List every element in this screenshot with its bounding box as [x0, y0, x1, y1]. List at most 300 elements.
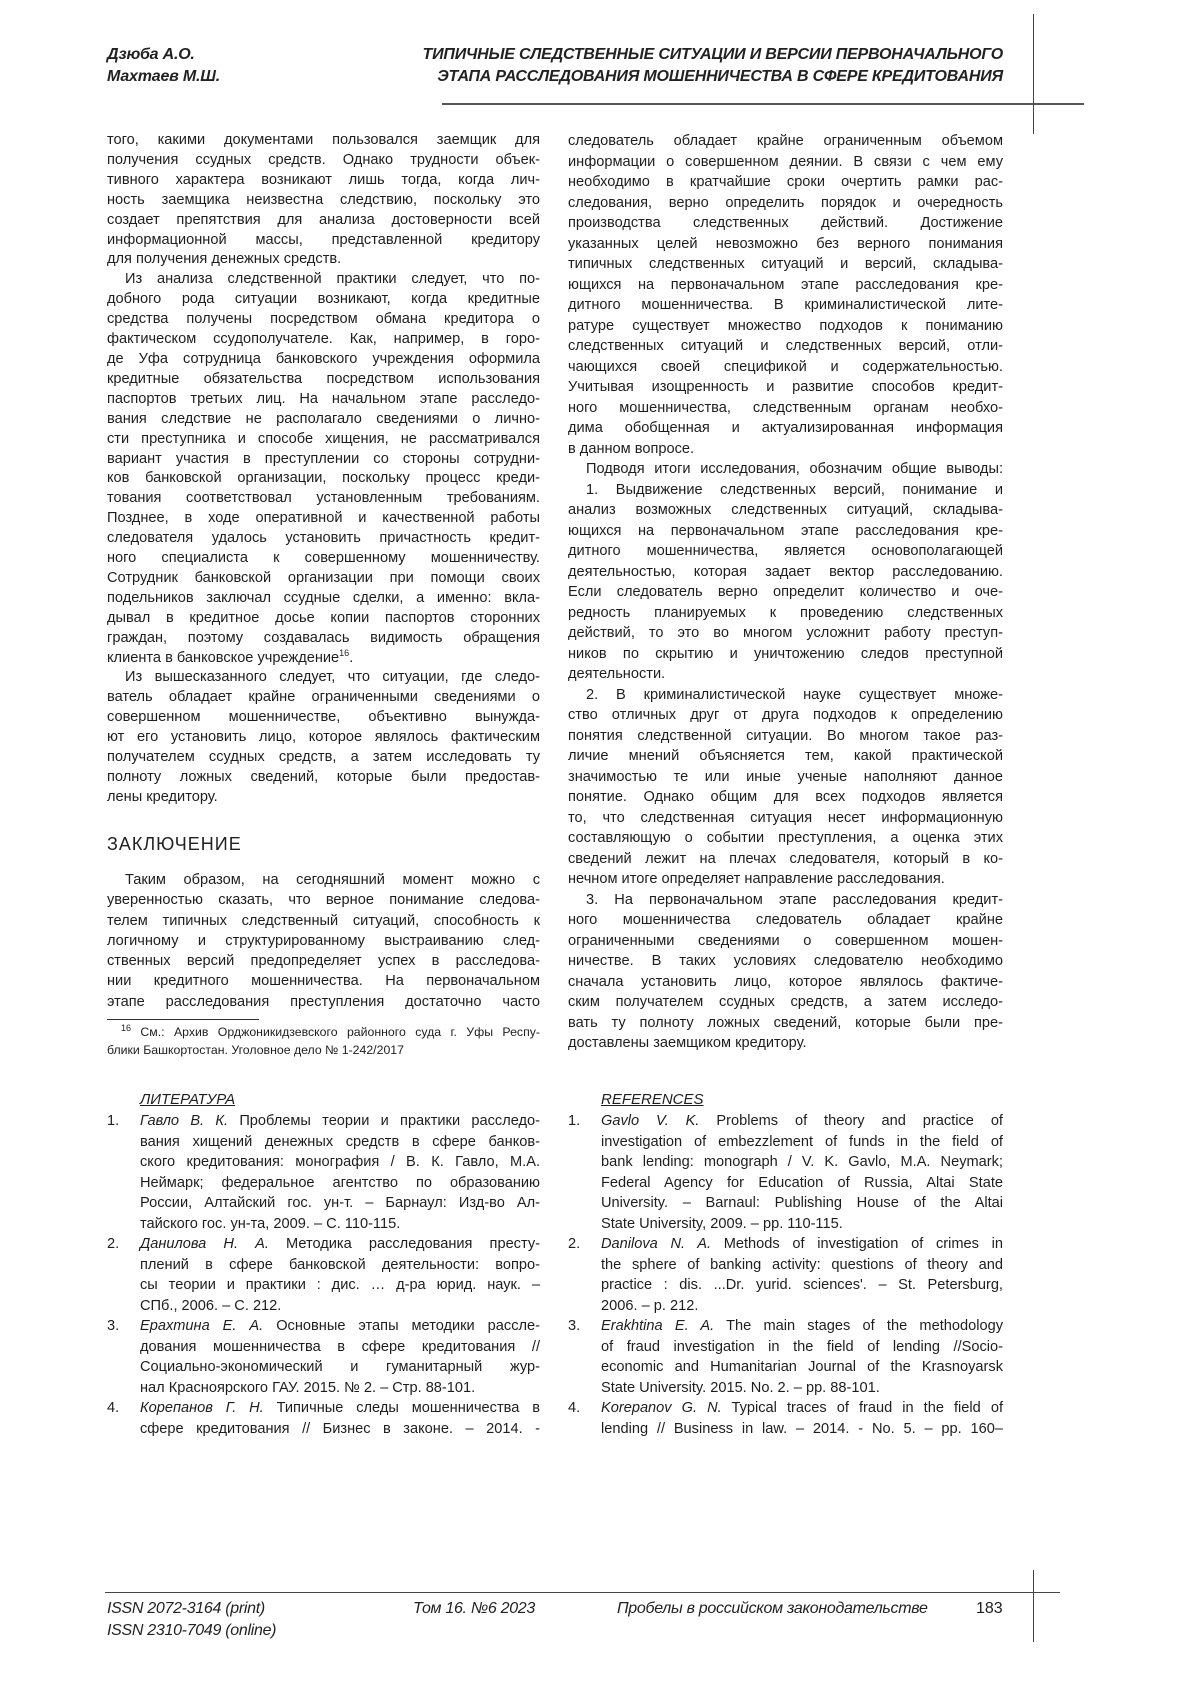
references-list [568, 1089, 1003, 1439]
text-line-content: паспортов третьих лиц. На начальном этапе расследо- [107, 391, 540, 407]
text-line [107, 509, 540, 529]
text-line [107, 489, 540, 509]
text-line-content: фактическом ссудополучателе. Как, например, в горо- [107, 331, 540, 347]
text-line [568, 521, 1003, 542]
reference-number: 4. [107, 1398, 119, 1419]
reference-text: Проблемы теории и практики расследо- [228, 1113, 540, 1129]
reference-line [140, 1234, 540, 1255]
reference-text: Federal Agency for Education of Russia, Altai State [601, 1175, 1003, 1191]
text-line-content: ников по скрытию и уничтожению следов преступной [568, 646, 1003, 662]
text-line [568, 685, 1003, 706]
text-line-content: Из вышесказанного следует, что ситуации, где следо- [125, 669, 540, 685]
section-heading-conclusion: ЗАКЛЮЧЕНИЕ [107, 834, 242, 855]
text-line [107, 870, 540, 890]
text-line [107, 131, 540, 151]
reference-text: тайского гос. ун-та, 2009. – С. 110-115. [140, 1216, 400, 1232]
reference-text: СПб., 2006. – С. 212. [140, 1298, 281, 1314]
text-line-content: ратуре существует множество подходов к пониманию [568, 318, 1003, 334]
text-line [568, 152, 1003, 173]
footer-crop-mark [1033, 1570, 1034, 1642]
text-line-content: сведений лежит на плечах следователя, который в ко- [568, 851, 1003, 867]
text-line-content: значимостью те или иные ученые наполняют данное [568, 769, 1003, 785]
text-line-content: тивного характера возникают лишь тогда, когда лич- [107, 172, 540, 188]
text-line [568, 131, 1003, 152]
text-line-content: получения ссудных средств. Однако трудности объек- [107, 152, 540, 168]
text-line-content: Если следователь верно определит количество и оче- [568, 584, 1003, 600]
text-line [107, 390, 540, 410]
text-line [568, 357, 1003, 378]
text-line [568, 439, 1003, 460]
text-line-content: ничестве. В таких условиях следователю необходимо [568, 953, 1003, 969]
text-line-content: ство отличных друг от друга подходов к определению [568, 707, 1003, 723]
text-line-content: лены кредитору. [107, 789, 218, 805]
reference-text: 2006. – p. 212. [601, 1298, 698, 1314]
text-line [107, 330, 540, 350]
text-line-content: ного специалиста к совершенному мошенничеству. [107, 550, 540, 566]
reference-number: 3. [568, 1316, 580, 1337]
reference-line [601, 1275, 1003, 1296]
text-line-content: анализ возможных следственных ситуаций, складыва- [568, 502, 1003, 518]
text-line [107, 971, 540, 991]
reference-item [107, 1111, 540, 1234]
text-line [568, 398, 1003, 419]
reference-text: плений в сфере банковской деятельности: вопро- [140, 1257, 540, 1273]
text-line-content: Из анализа следственной практики следует, что по- [125, 271, 540, 287]
text-line-content: нечном итоге определяет направление расследования. [568, 871, 945, 887]
text-line-content: того, какими документами пользовался заемщик для [107, 132, 540, 148]
reference-text: ского кредитования: монография / В. К. Гавло, М.А. [140, 1154, 540, 1170]
text-line-content: типичных следственных ситуаций и версий, складыва- [568, 256, 1003, 272]
literature-list [107, 1089, 540, 1439]
text-line [568, 459, 1003, 480]
text-line [107, 549, 540, 569]
text-line [568, 644, 1003, 665]
reference-line [601, 1214, 1003, 1235]
right-column-body [568, 131, 1003, 1054]
article-title-line: ТИПИЧНЫЕ СЛЕДСТВЕННЫЕ СИТУАЦИИ И ВЕРСИИ ПЕРВОНАЧАЛЬНОГО [363, 44, 1003, 66]
text-line-content: ограниченными сведениями о совершенном мошен- [568, 933, 1003, 949]
text-line-content: следования, верно определить порядок и очередность [568, 195, 1003, 211]
header-authors [107, 44, 220, 88]
text-line [568, 705, 1003, 726]
footnote-number: 16 [121, 1023, 131, 1033]
footnote-text: См.: Архив Орджоникидзевского районного суда г. Уфы Респу- [131, 1025, 540, 1039]
reference-number: 3. [107, 1316, 119, 1337]
reference-line [140, 1296, 540, 1317]
text-line-content: кредитные обязательства посредством использования [107, 371, 540, 387]
text-line-content: граждан, поэтому создавалась видимость обращения [107, 630, 540, 646]
reference-text: the sphere of banking activity: questions of theory and [601, 1257, 1003, 1273]
text-line [568, 726, 1003, 747]
journal-volume: Том 16. №6 2023 [413, 1598, 535, 1620]
reference-text: Problems of theory and practice of [699, 1113, 1003, 1129]
reference-text: of fraud investigation in the field of lending //Socio- [601, 1339, 1003, 1355]
text-line-content: дитного мошенничества. В криминалистической лите- [568, 297, 1003, 313]
text-line [568, 890, 1003, 911]
reference-author: Ерахтина Е. А. [140, 1318, 263, 1334]
reference-line [601, 1337, 1003, 1358]
text-line-content: Сотрудник банковской организации при помощи своих [107, 570, 540, 586]
reference-author: Gavlo V. K. [601, 1113, 699, 1129]
reference-author: Erakhtina E. A. [601, 1318, 714, 1334]
text-line-content: действий, то это во многом усложнит работу преступ- [568, 625, 1003, 641]
text-line-content: 3. На первоначальном этапе расследования кредит- [586, 892, 1003, 908]
text-line [568, 500, 1003, 521]
header-divider [442, 103, 1084, 105]
reference-line [601, 1193, 1003, 1214]
text-line-content: дывал в кредитное досье копии паспортов сторонних [107, 610, 540, 626]
text-line-content: нии кредитного мошенничества. На первоначальном [107, 973, 540, 989]
paragraph [107, 668, 540, 807]
text-line [568, 418, 1003, 439]
text-line [107, 191, 540, 211]
reference-item [568, 1398, 1003, 1439]
text-line [568, 623, 1003, 644]
paragraph [107, 270, 540, 668]
text-line [568, 808, 1003, 829]
reference-text: Основные этапы методики рассле- [263, 1318, 540, 1334]
reference-line [601, 1398, 1003, 1419]
text-line [568, 767, 1003, 788]
reference-item [568, 1111, 1003, 1234]
reference-text: сы теории и практики : дис. … д-ра юрид. наук. – [140, 1277, 540, 1293]
reference-line [601, 1234, 1003, 1255]
literature-title: ЛИТЕРАТУРА [140, 1089, 540, 1111]
text-line [568, 603, 1003, 624]
text-line-content: необходимо в кратчайшие сроки очертить рамки рас- [568, 174, 1003, 190]
text-line [107, 609, 540, 629]
text-line [568, 910, 1003, 931]
text-line [568, 951, 1003, 972]
text-line [107, 629, 540, 649]
text-line-content: 2. В криминалистической науке существует множе- [586, 687, 1003, 703]
text-line-content: сти преступника и способе хищения, не рассматривался [107, 431, 540, 447]
text-line [568, 828, 1003, 849]
text-line-content: Подводя итоги исследования, обозначим общие выводы: [586, 461, 1003, 477]
text-line [568, 172, 1003, 193]
reference-text: University. – Barnaul: Publishing House of the Altai [601, 1195, 1003, 1211]
text-line-content: совершенном мошенничестве, объективно вынужда- [107, 709, 540, 725]
text-line [107, 992, 540, 1012]
reference-line [601, 1296, 1003, 1317]
text-line [568, 664, 1003, 685]
reference-line [140, 1152, 540, 1173]
text-line-content: 1. Выдвижение следственных версий, понимание и [586, 482, 1003, 498]
text-line [107, 211, 540, 231]
text-line [107, 310, 540, 330]
reference-number: 2. [107, 1234, 119, 1255]
text-line [107, 668, 540, 688]
reference-line [140, 1337, 540, 1358]
reference-line [601, 1152, 1003, 1173]
text-line [107, 171, 540, 191]
paragraph [568, 480, 1003, 685]
reference-text: России, Алтайский гос. ун-т. – Барнаул: Изд-во Ал- [140, 1195, 540, 1211]
text-line-content: телем типичных следственный ситуаций, способность к [107, 913, 540, 929]
text-line-content: создает препятствия для анализа достоверности всей [107, 212, 540, 228]
text-line [568, 254, 1003, 275]
text-line-content: ющихся на первоначальном этапе расследования кре- [568, 523, 1003, 539]
text-line-content: добного рода ситуации возникают, когда кредитные [107, 291, 540, 307]
text-line-content: сначала установить лицо, которое являлось фактиче- [568, 974, 1003, 990]
reference-text: economic and Humanitarian Journal of the Krasnoyarsk [601, 1359, 1003, 1375]
reference-line [140, 1214, 540, 1235]
reference-text: bank lending: monograph / V. K. Gavlo, M.A. Neymark; [601, 1154, 1003, 1170]
text-line [107, 151, 540, 171]
text-line-content: ность заемщика неизвестна следствию, поскольку это [107, 192, 540, 208]
text-line [568, 1013, 1003, 1034]
text-line [107, 589, 540, 609]
reference-number: 1. [568, 1111, 580, 1132]
text-line-content: дима обобщенная и актуализированная информация [568, 420, 1003, 436]
text-line [107, 529, 540, 549]
text-line-content: деятельностью, которая задает вектор расследованию. [568, 564, 1003, 580]
article-title-line: ЭТАПА РАССЛЕДОВАНИЯ МОШЕННИЧЕСТВА В СФЕРЕ КРЕДИТОВАНИЯ [363, 66, 1003, 88]
reference-line [601, 1419, 1003, 1440]
text-line [568, 234, 1003, 255]
author-name: Махтаев М.Ш. [107, 66, 220, 88]
issn-block [107, 1598, 276, 1642]
reference-line [140, 1398, 540, 1419]
reference-line [601, 1378, 1003, 1399]
issn-online: ISSN 2310-7049 (online) [107, 1620, 276, 1642]
text-line [107, 788, 540, 808]
text-line-content: де Уфа сотрудница банковского учреждения оформила [107, 351, 540, 367]
text-line [107, 688, 540, 708]
text-line [107, 931, 540, 951]
text-line [568, 562, 1003, 583]
paragraph [107, 131, 540, 270]
reference-item [107, 1316, 540, 1398]
text-line-content: информации о совершенном деянии. В связи с чем ему [568, 154, 1003, 170]
text-line [107, 290, 540, 310]
text-line-content: логичному и структурированному выстраиванию след- [107, 933, 540, 949]
text-line-content: ков банковской организации, поскольку процесс креди- [107, 470, 540, 486]
text-line [107, 569, 540, 589]
text-line-content: Позднее, в ходе оперативной и качественной работы [107, 510, 540, 526]
footnote-text: блики Башкортостан. Уголовное дело № 1-242/2017 [107, 1043, 404, 1057]
text-line [568, 746, 1003, 767]
text-line-content: полноту ложных сведений, которые были предостав- [107, 769, 540, 785]
text-line-content: ного мошенничества следователь обладает крайне [568, 912, 1003, 928]
text-line [107, 430, 540, 450]
text-line [568, 377, 1003, 398]
reference-author: Korepanov G. N. [601, 1400, 722, 1416]
reference-line [601, 1255, 1003, 1276]
reference-author: Гавло В. К. [140, 1113, 228, 1129]
reference-text: Methods of investigation of crimes in [711, 1236, 1003, 1252]
reference-line [601, 1357, 1003, 1378]
text-line [568, 787, 1003, 808]
paragraph [568, 685, 1003, 890]
reference-line [140, 1378, 540, 1399]
reference-text: сфере кредитования // Бизнес в законе. – 2014. - [140, 1421, 540, 1437]
text-line [107, 231, 540, 251]
text-line-content: информационной массы, представленной кредитору [107, 232, 540, 248]
page-number: 183 [976, 1598, 1003, 1620]
reference-line [140, 1275, 540, 1296]
reference-line [140, 1132, 540, 1153]
reference-line [140, 1419, 540, 1440]
text-line [568, 316, 1003, 337]
text-line-content: клиента в банковское учреждение [107, 650, 339, 666]
text-line [568, 992, 1003, 1013]
text-line-content: понятия следственной ситуации. Во многом такое раз- [568, 728, 1003, 744]
reference-text: lending // Business in law. – 2014. - No. 5. – pp. 160– [601, 1421, 1003, 1437]
text-line [568, 275, 1003, 296]
footnote-reference: 16 [339, 648, 349, 658]
text-line-content: средства получены посредством обмана кредитора о [107, 311, 540, 327]
text-line [568, 849, 1003, 870]
author-name: Дзюба А.О. [107, 44, 220, 66]
article-title [363, 44, 1003, 88]
text-line-content: вариант участия в преступлении со стороны сотрудни- [107, 451, 540, 467]
reference-text: дования мошенничества в сфере кредитования // [140, 1339, 540, 1355]
text-line [568, 1033, 1003, 1054]
reference-line [601, 1316, 1003, 1337]
text-line-content: следователь обладает крайне ограниченным объемом [568, 133, 1003, 149]
text-line [107, 890, 540, 910]
issn-print: ISSN 2072-3164 (print) [107, 1598, 276, 1620]
footer-divider [105, 1592, 1060, 1593]
text-line-content: ного мошенничества, следственным органам необхо- [568, 400, 1003, 416]
paragraph [568, 459, 1003, 480]
text-line [107, 649, 540, 669]
text-line-content: ют его установить лицо, которое являлось фактическим [107, 729, 540, 745]
reference-text: Неймарк; федеральное агентство по образованию [140, 1175, 540, 1191]
reference-line [140, 1357, 540, 1378]
text-line [568, 193, 1003, 214]
text-line-content: тования соответствовал установленным требованиям. [107, 490, 540, 506]
text-line-content: подельников заключал ссудные сделки, а именно: вкла- [107, 590, 540, 606]
reference-line [140, 1111, 540, 1132]
text-line-content: ским получателем ссудных средств, а затем исследо- [568, 994, 1003, 1010]
text-line-content: понятие. Однако общим для всех подходов является [568, 789, 1003, 805]
paragraph [568, 131, 1003, 459]
text-line-content: чающихся своей спецификой и содержательностью. [568, 359, 1003, 375]
conclusion-body [107, 870, 540, 1012]
text-line-content: дитного мошенничества, является основополагающей [568, 543, 1003, 559]
text-line-content: составляющую о событии преступления, а оценка этих [568, 830, 1003, 846]
reference-text: State University. 2015. No. 2. – pp. 88-101. [601, 1380, 880, 1396]
text-line-content: . [349, 650, 353, 666]
footnote [107, 1023, 540, 1059]
reference-author: Корепанов Г. Н. [140, 1400, 264, 1416]
text-line-content: в данном вопросе. [568, 441, 694, 457]
text-line-content: вания следствие не располагало сведениями о лично- [107, 411, 540, 427]
text-line-content: личие мнений объясняется тем, какой практической [568, 748, 1003, 764]
reference-text: Typical traces of fraud in the field of [722, 1400, 1003, 1416]
reference-line [601, 1173, 1003, 1194]
text-line-content: уверенностью сказать, что верное понимание следова- [107, 892, 540, 908]
reference-text: Типичные следы мошенничества в [264, 1400, 540, 1416]
journal-name: Пробелы в российском законодательстве [617, 1598, 928, 1620]
text-line [568, 931, 1003, 952]
text-line [107, 911, 540, 931]
reference-text: investigation of embezzlement of funds in the field of [601, 1134, 1003, 1150]
reference-author: Danilova N. A. [601, 1236, 711, 1252]
text-line-content: ющихся на первоначальном этапе расследования кре- [568, 277, 1003, 293]
reference-text: State University, 2009. – pp. 110-115. [601, 1216, 843, 1232]
text-line [568, 869, 1003, 890]
text-line-content: этапе расследования преступления достаточно часто [107, 994, 540, 1010]
text-line [107, 270, 540, 290]
text-line-content: деятельности. [568, 666, 665, 682]
paragraph [568, 890, 1003, 1054]
text-line-content: Таким образом, на сегодняшний момент можно с [125, 872, 540, 888]
reference-number: 1. [107, 1111, 119, 1132]
text-line [107, 450, 540, 470]
reference-line [140, 1193, 540, 1214]
text-line [568, 295, 1003, 316]
text-line [107, 370, 540, 390]
reference-text: нал Красноярского ГАУ. 2015. № 2. – Стр. 88-101. [140, 1380, 475, 1396]
text-line [568, 336, 1003, 357]
reference-line [140, 1173, 540, 1194]
text-line [568, 480, 1003, 501]
text-line-content: получателем ссудных средств, а затем исследовать ту [107, 749, 540, 765]
reference-author: Данилова Н. А. [140, 1236, 269, 1252]
text-line-content: следственных ситуаций и следственных версий, отли- [568, 338, 1003, 354]
reference-item [568, 1316, 1003, 1398]
text-line-content: указанных целей невозможно без верного понимания [568, 236, 1003, 252]
reference-text: Социально-экономический и гуманитарный жур- [140, 1359, 540, 1375]
text-line [568, 582, 1003, 603]
reference-text: The main stages of the methodology [714, 1318, 1003, 1334]
text-line-content: ватель обладает крайне ограниченными сведениями о [107, 689, 540, 705]
reference-text: вания хищений денежных средств в сфере банков- [140, 1134, 540, 1150]
reference-item [107, 1398, 540, 1439]
reference-line [140, 1316, 540, 1337]
text-line [568, 972, 1003, 993]
text-line [107, 768, 540, 788]
text-line [107, 350, 540, 370]
reference-text: practice : dis. ...Dr. yurid. sciences'. – St. Petersburg, [601, 1277, 1003, 1293]
text-line-content: редность планируемых к проведению следственных [568, 605, 1003, 621]
text-line-content: следователя удалось установить причастность кредит- [107, 530, 540, 546]
text-line [107, 728, 540, 748]
references-title: REFERENCES [601, 1089, 1003, 1111]
text-line [107, 410, 540, 430]
text-line-content: Учитывая изощренность и развитие способов кредит- [568, 379, 1003, 395]
text-line [107, 748, 540, 768]
footnote-line [107, 1041, 540, 1059]
reference-number: 2. [568, 1234, 580, 1255]
text-line [107, 951, 540, 971]
text-line-content: вать ту полноту ложных сведений, которые были пре- [568, 1015, 1003, 1031]
reference-line [601, 1132, 1003, 1153]
left-column-body [107, 131, 540, 808]
text-line [568, 541, 1003, 562]
footnote-line [107, 1023, 540, 1041]
reference-number: 4. [568, 1398, 580, 1419]
reference-item [568, 1234, 1003, 1316]
reference-line [601, 1111, 1003, 1132]
text-line [107, 469, 540, 489]
text-line [107, 250, 540, 270]
text-line-content: для получения денежных средств. [107, 251, 341, 267]
text-line [107, 708, 540, 728]
text-line [568, 213, 1003, 234]
reference-text: Методика расследования престу- [269, 1236, 540, 1252]
reference-item [107, 1234, 540, 1316]
text-line-content: доставлены заемщиком кредитору. [568, 1035, 807, 1051]
text-line-content: производства следственных действий. Достижение [568, 215, 1003, 231]
text-line-content: ственных версий предопределяет успех в расследова- [107, 953, 540, 969]
reference-line [140, 1255, 540, 1276]
footnote-divider [107, 1019, 259, 1020]
text-line-content: то, что следственная ситуация несет информационную [568, 810, 1003, 826]
